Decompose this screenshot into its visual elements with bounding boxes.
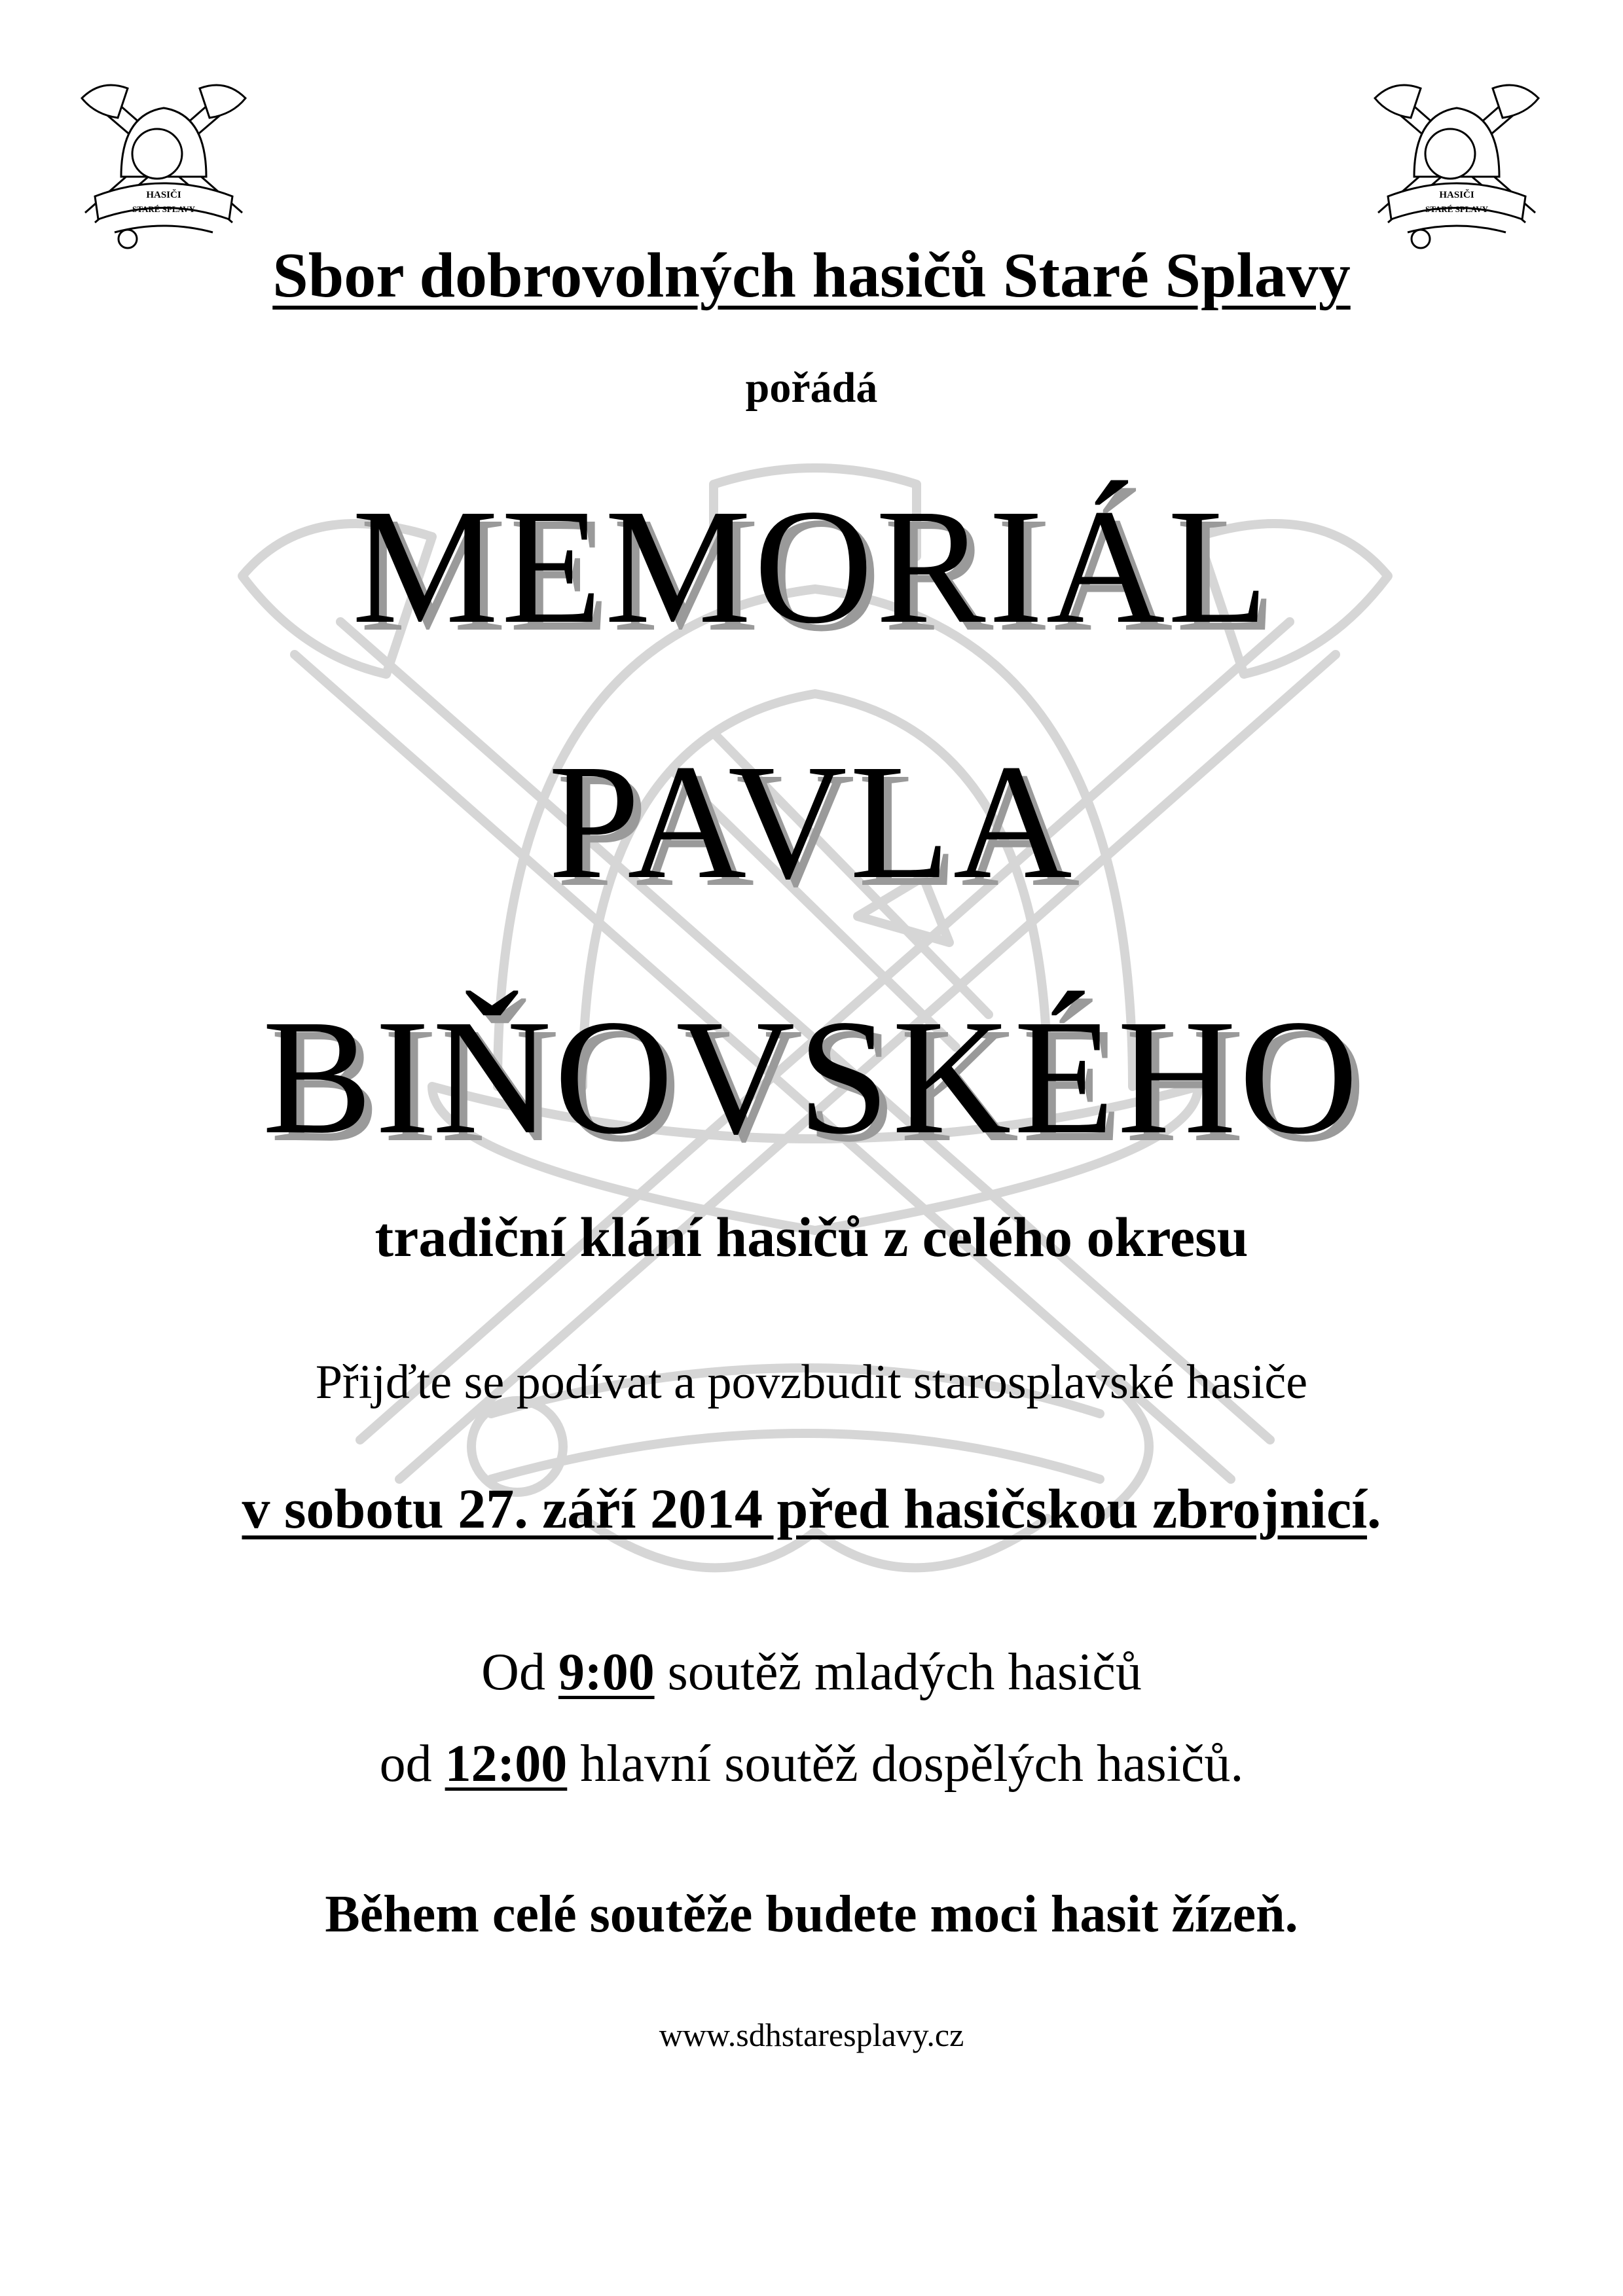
event-date-period: . (1367, 1477, 1381, 1540)
logo-text-right-2: STARÉ SPLAVY (1425, 204, 1488, 214)
logo-text-right-1: HASIČI (1439, 190, 1474, 200)
schedule-prefix: Od (481, 1643, 558, 1701)
invitation-text: Přijďte se podívat a povzbudit starosplavské hasiče (315, 1355, 1308, 1409)
event-date-text: v sobotu 27. září 2014 před hasičskou zbrojnicí (242, 1477, 1368, 1540)
schedule-time: 12:00 (445, 1735, 568, 1793)
event-title-line-1: MEMORIÁL (352, 475, 1271, 658)
schedule-text: soutěž mladých hasičů (654, 1643, 1142, 1701)
schedule-item-youth (0, 1643, 1623, 1702)
schedule-time: 9:00 (558, 1643, 655, 1701)
logo-text-left-1: HASIČI (146, 190, 181, 200)
fire-brigade-logo-left (75, 79, 252, 255)
event-title-line-3: BIŇOVSKÉHO (262, 985, 1361, 1168)
logo-text-left-2: STARÉ SPLAVY (132, 204, 195, 214)
schedule-text: hlavní soutěž dospělých hasičů. (567, 1735, 1244, 1793)
event-subtitle: tradiční klání hasičů z celého okresu (374, 1206, 1249, 1268)
schedule-prefix: od (379, 1735, 445, 1793)
organizer-heading (0, 239, 1623, 312)
presents-label: pořádá (745, 364, 878, 412)
fire-brigade-logo-right (1368, 79, 1545, 255)
website-link[interactable]: www.sdhstaresplavy.cz (659, 2017, 964, 2053)
event-title-line-2: PAVLA (548, 730, 1075, 913)
schedule-item-main (0, 1734, 1623, 1794)
refreshments-note: Během celé soutěže budete moci hasit žízeň. (325, 1886, 1298, 1943)
organizer-name: Sbor dobrovolných hasičů Staré Splavy (272, 240, 1351, 311)
event-date-location (0, 1476, 1623, 1541)
